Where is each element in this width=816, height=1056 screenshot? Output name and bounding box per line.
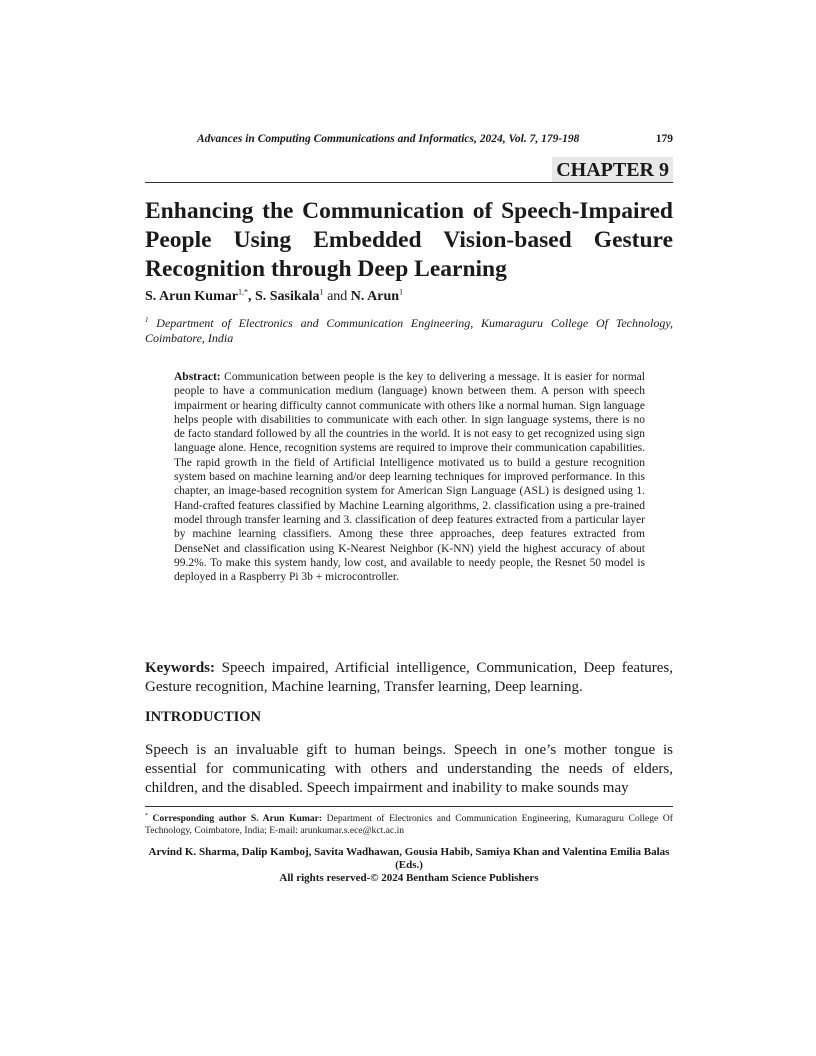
affiliation-text: Department of Electronics and Communication Engineering, Kumaraguru College Of Technology, Coimbatore, India: [145, 316, 673, 345]
affiliation-mark: 1: [145, 316, 149, 324]
abstract-text: Communication between people is the key to delivering a message. It is easier for normal people to have a communication medium (language) known between them. A person with speech impairment or hearing difficulty cannot communicate with others like a normal human. Sign language helps people with disabilities to communicate with each other. In sign language systems, there is no de facto standard followed by all the countries in the world. It is not easy to get recognized using sign language alone. Hence, recognition systems are required to improve their communication capabilities. The rapid growth in the field of Artificial Intelligence motivated us to build a gesture recognition system based on machine learning and/or deep learning techniques for improved performance. In this chapter, an image-based recognition system for American Sign Language (ASL) is designed using 1. Hand-crafted features classified by Machine Learning algorithms, 2. classification using a pre-trained model through transfer learning and 3. classification of deep features extracted from a particular layer by machine learning classifiers. Among these three approaches, deep features extracted from DenseNet and classification using K-Nearest Neighbor (K-NN) yield the highest accuracy of about 99.2%. To make this system handy, low cost, and available to needy people, the Resnet 50 model is deployed in a Raspberry Pi 3b + microcontroller.: [174, 371, 645, 584]
author-name: S. Arun Kumar: [145, 289, 238, 304]
footnote-text: Department of Electronics and Communication Engineering, Kumaraguru College Of Technology, Coimbatore, India; E-mail: arunkumar.s.ece@kct.ac.in: [145, 813, 673, 837]
author-affiliation-mark: 1,*: [237, 287, 248, 297]
editors-names: Arvind K. Sharma, Dalip Kamboj, Savita Wadhawan, Gousia Habib, Samiya Khan and Valentina Emilia Balas (Eds.): [148, 846, 670, 871]
footnote-divider: [145, 806, 673, 807]
footnote-mark: *: [145, 813, 148, 819]
abstract-label: Abstract:: [174, 371, 221, 383]
copyright-line: All rights reserved-© 2024 Bentham Science Publishers: [279, 872, 539, 884]
section-heading-introduction: INTRODUCTION: [145, 709, 262, 725]
author-list: [145, 288, 673, 306]
page-number: 179: [655, 133, 673, 145]
author-name: S. Sasikala: [254, 289, 320, 304]
footnote-label: Corresponding author S. Arun Kumar:: [148, 813, 323, 825]
keywords-text: Speech impaired, Artificial intelligence, Communication, Deep features, Gesture recognition, Machine learning, Transfer learning, Deep learning.: [145, 660, 673, 695]
affiliation: [145, 313, 673, 346]
author-separator: ,: [247, 289, 255, 304]
journal-citation: Advances in Computing Communications and Informatics, 2024, Vol. 7, 179-198: [197, 133, 580, 145]
author-affiliation-mark: 1: [399, 287, 404, 297]
paper-title: Enhancing the Communication of Speech-Impaired People Using Embedded Vision-based Gesture Recognition through Deep Learning: [145, 198, 673, 282]
author-conjunction: and: [323, 289, 351, 304]
chapter-divider: [145, 182, 673, 183]
chapter-label: CHAPTER 9: [552, 157, 673, 182]
book-editors: [145, 846, 673, 885]
author-affiliation-mark: 1: [319, 287, 324, 297]
abstract: [174, 370, 645, 584]
keywords-label: Keywords:: [145, 660, 215, 676]
author-name: N. Arun: [350, 289, 400, 304]
corresponding-author-footnote: [145, 810, 673, 837]
introduction-paragraph: Speech is an invaluable gift to human beings. Speech in one’s mother tongue is essential for communicating with others and understanding the needs of elders, children, and the disabled. Speech impairment and inability to make sounds may: [145, 742, 673, 796]
keywords: [145, 659, 673, 697]
